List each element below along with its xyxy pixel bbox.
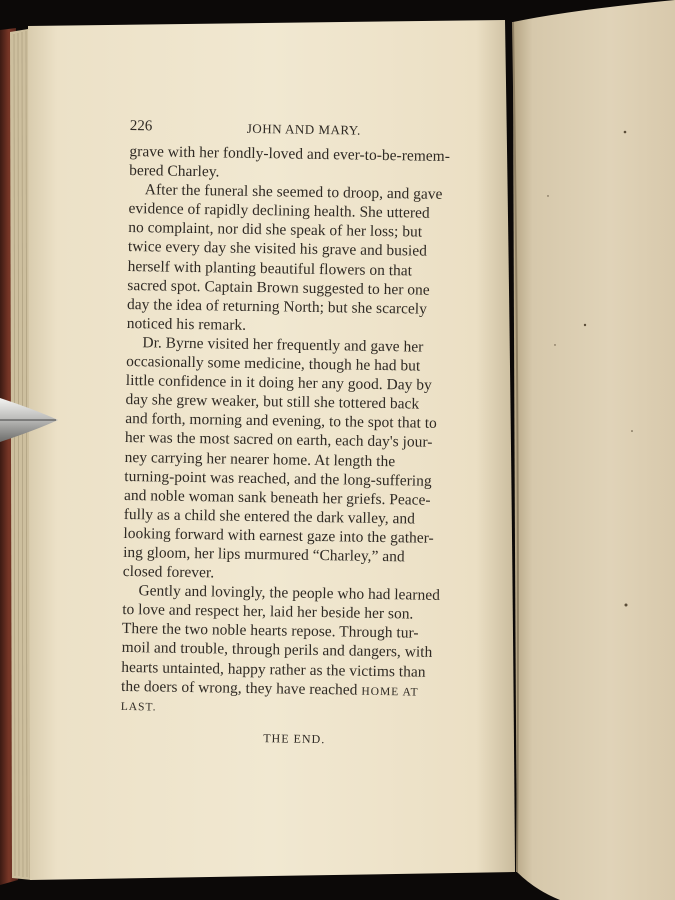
text-line-13: little confidence in it doing her any good. Day by: [125, 372, 432, 394]
text-line-3: After the funeral she seemed to droop, and gave: [144, 181, 443, 204]
text-line-11: Dr. Byrne visited her frequently and gave her: [142, 334, 424, 356]
text-line-5: no complaint, nor did she speak of her loss; but: [128, 219, 423, 241]
text-line-23: closed forever.: [122, 563, 215, 582]
text-line-14: day she grew weaker, but still she tottered back: [125, 391, 420, 413]
text-line-21: looking forward with earnest gaze into the gather-: [123, 524, 434, 547]
text-line-28: hearts untainted, happy rather as the victims than: [121, 658, 426, 681]
text-line-25: to love and respect her, laid her beside her son.: [122, 601, 414, 623]
text-line-10: noticed his remark.: [126, 314, 247, 334]
page-number: 226: [129, 118, 153, 135]
printed-page: [120, 118, 478, 749]
text-line-24: Gently and lovingly, the people who had learned: [138, 582, 441, 605]
running-title: JOHN AND MARY.: [246, 120, 361, 138]
text-line-16: her was the most sacred on earth, each day's jour-: [124, 429, 433, 452]
text-line-15: and forth, morning and evening, to the spot that to: [125, 410, 437, 433]
text-line-20: fully as a child she entered the dark valley, and: [123, 505, 416, 528]
text-line-29-main: the doers of wrong, they have reached: [120, 677, 358, 699]
home-at-smallcaps: HOME AT: [361, 685, 419, 699]
text-line-8: sacred spot. Captain Brown suggested to her one: [127, 276, 430, 299]
text-line-26: There the two noble hearts repose. Through tur-: [121, 620, 419, 642]
text-line-1: grave with her fondly-loved and ever-to-be-remem-: [129, 142, 451, 166]
last-smallcaps: LAST.: [120, 700, 157, 714]
text-line-12: occasionally some medicine, though he had but: [126, 353, 421, 375]
text-line-2: bered Charley.: [129, 162, 220, 181]
text-line-4: evidence of rapidly declining health. She uttered: [128, 200, 430, 222]
right-page: [513, 0, 675, 900]
text-line-18: turning-point was reached, and the long-suffering: [124, 467, 432, 490]
text-line-17: ney carrying her nearer home. At length the: [124, 448, 396, 470]
text-line-22: ing gloom, her lips murmured “Charley,” and: [123, 543, 405, 566]
text-line-6: twice every day she visited his grave and busied: [127, 238, 428, 261]
text-line-27: moil and trouble, through perils and dangers, with: [121, 639, 433, 662]
the-end: THE END.: [263, 730, 326, 746]
text-line-9: day the idea of returning North; but she scarcely: [126, 295, 428, 318]
text-line-19: and noble woman sank beneath her griefs. Peace-: [123, 486, 431, 509]
text-line-7: herself with planting beautiful flowers on that: [127, 257, 413, 280]
